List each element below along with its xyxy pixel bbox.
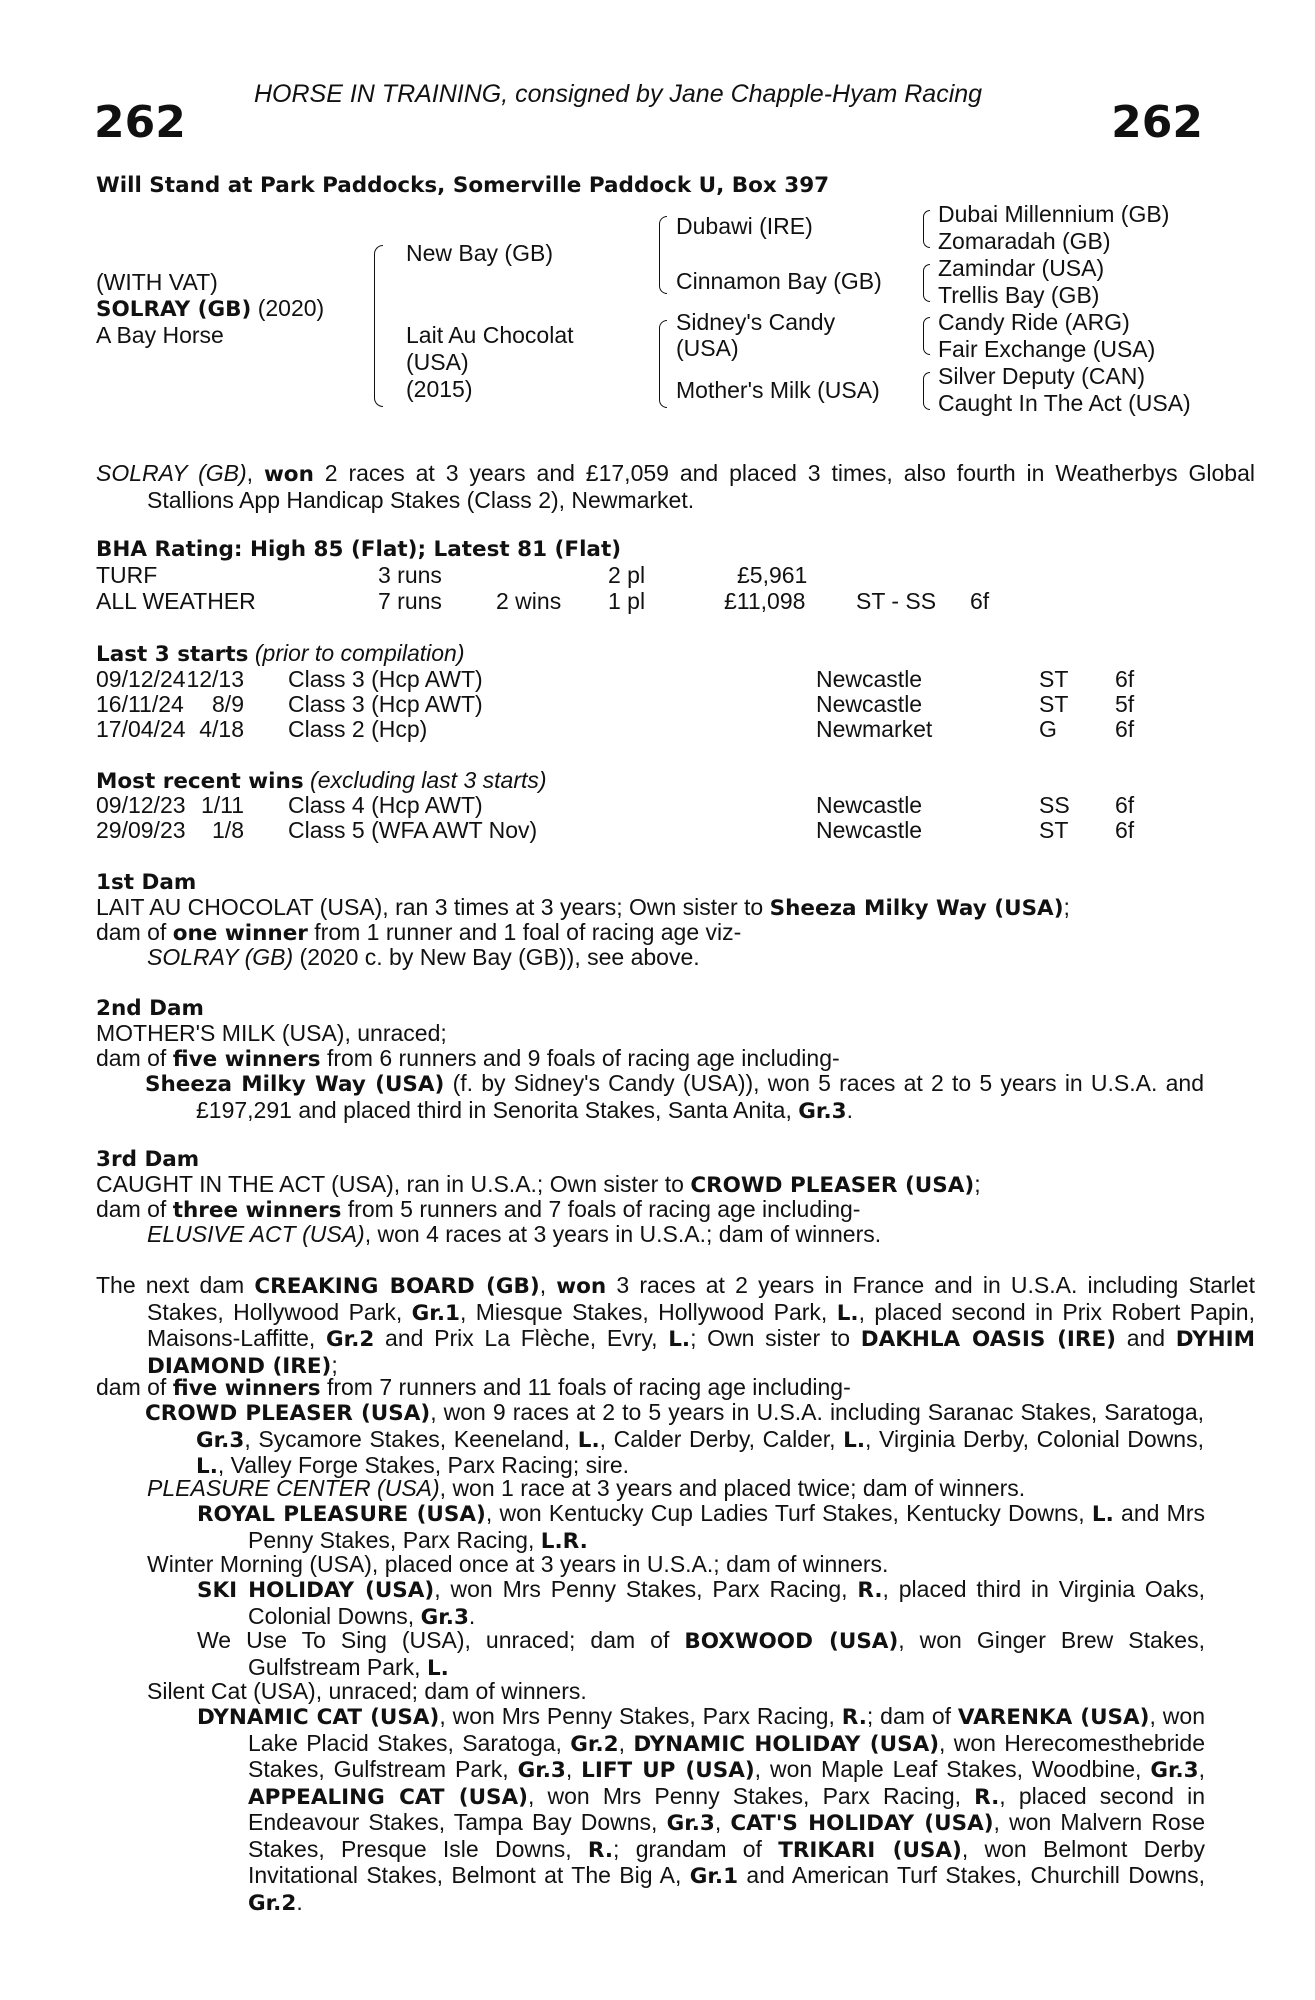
start-race: Class 3 (Hcp AWT) (288, 666, 483, 692)
gg-dam-2: Trellis Bay (GB) (938, 282, 1100, 308)
start-distance: 6f (1115, 666, 1135, 692)
pedigree-brace (659, 320, 667, 408)
gg-dam-3: Fair Exchange (USA) (938, 336, 1156, 362)
third-dam-line: CAUGHT IN THE ACT (USA), ran in U.S.A.; Own sister to CROWD PLEASER (USA); (96, 1171, 981, 1198)
start-going: ST (1039, 691, 1069, 717)
rating-surface: ALL WEATHER (96, 588, 256, 614)
rating-prize: £5,961 (737, 562, 808, 588)
gg-sire-2: Zamindar (USA) (938, 255, 1105, 281)
dam-origin: (USA) (406, 349, 469, 375)
start-date: 16/11/24 (96, 691, 184, 717)
pedigree-brace (923, 317, 930, 355)
third-dam-heading: 3rd Dam (96, 1147, 200, 1172)
progeny-winter-morning: Winter Morning (USA), placed once at 3 years in U.S.A.; dam of winners. (147, 1551, 889, 1577)
third-dam-progeny: ELUSIVE ACT (USA), won 4 races at 3 years in U.S.A.; dam of winners. (147, 1221, 882, 1247)
second-dam-heading: 2nd Dam (96, 996, 204, 1021)
summary-text: 2 races at 3 years and £17,059 and placed 3 times, also fourth in Weatherbys Global Stallions App Handicap Stakes (Class 2), Newmarket. (147, 460, 1255, 513)
win-distance: 6f (1115, 792, 1135, 818)
start-date: 09/12/24 (96, 666, 186, 692)
rating-row (96, 589, 1206, 614)
table-row (96, 818, 1206, 843)
dam-name: Lait Au Chocolat (406, 322, 574, 348)
win-going: SS (1039, 792, 1070, 818)
gg-dam-4: Caught In The Act (USA) (938, 390, 1191, 416)
start-course: Newmarket (816, 716, 933, 742)
pedigree-brace (659, 216, 667, 294)
next-dam-paragraph: The next dam CREAKING BOARD (GB), won 3 races at 2 years in France and in U.S.A. including Starlet Stakes, Hollywood Park, Gr.1, Miesque Stakes, Hollywood Park, L., placed second in Prix Robert Papin, Maisons-Laffitte, Gr.2 and Prix La Flèche, Evry, L.; Own sister to DAKHLA OASIS (IRE) and DYHIM DIAMOND (IRE); (96, 1272, 1256, 1379)
win-position: 1/11 (200, 792, 244, 818)
first-dam-heading: 1st Dam (96, 870, 197, 895)
stand-location: Will Stand at Park Paddocks, Somerville Paddock U, Box 397 (96, 173, 830, 198)
dam-sire: Sidney's Candy (676, 309, 836, 335)
pedigree-brace (923, 264, 930, 302)
win-date: 29/09/23 (96, 817, 186, 843)
rating-wins: 2 wins (496, 588, 562, 614)
summary-horse-name: SOLRAY (GB) (96, 460, 247, 486)
start-date: 17/04/24 (96, 716, 186, 742)
gg-sire-4: Silver Deputy (CAN) (938, 363, 1146, 389)
next-dam-produce-line: dam of five winners from 7 runners and 11 foals of racing age including- (96, 1374, 851, 1401)
table-row (96, 793, 1206, 818)
rating-runs: 3 runs (378, 562, 442, 588)
first-dam-line: LAIT AU CHOCOLAT (USA), ran 3 times at 3 years; Own sister to Sheeza Milky Way (USA); (96, 894, 1070, 921)
sire-sire: Dubawi (IRE) (676, 213, 813, 239)
horse-year: (2020) (257, 295, 325, 321)
rating-heading: BHA Rating: High 85 (Flat); Latest 81 (Flat) (96, 537, 622, 562)
horse-name: SOLRAY (GB) (96, 297, 252, 322)
progeny-pleasure-center: PLEASURE CENTER (USA), won 1 race at 3 years and placed twice; dam of winners. (147, 1475, 1026, 1501)
progeny-silent-cat: Silent Cat (USA), unraced; dam of winners. (147, 1678, 587, 1704)
rating-placed: 2 pl (608, 562, 646, 588)
gg-sire-3: Candy Ride (ARG) (938, 309, 1130, 335)
last-starts-title: Last 3 starts (96, 642, 249, 667)
first-dam-progeny: SOLRAY (GB) (2020 c. by New Bay (GB)), see above. (147, 944, 700, 970)
table-row (96, 717, 1206, 742)
win-distance: 6f (1115, 817, 1135, 843)
summary-won: won (263, 462, 314, 487)
third-dam-line: dam of three winners from 5 runners and 7 foals of racing age including- (96, 1196, 861, 1223)
win-race: Class 4 (Hcp AWT) (288, 792, 483, 818)
second-dam-line: MOTHER'S MILK (USA), unraced; (96, 1020, 447, 1046)
recent-wins-heading (96, 768, 547, 795)
gg-dam-1: Zomaradah (GB) (938, 228, 1111, 254)
sire-name: New Bay (GB) (406, 240, 553, 266)
table-row (96, 692, 1206, 717)
pedigree-brace (923, 210, 930, 248)
win-date: 09/12/23 (96, 792, 186, 818)
horse-description: A Bay Horse (96, 322, 224, 348)
first-dam-line: dam of one winner from 1 runner and 1 foal of racing age viz- (96, 919, 742, 946)
second-dam-progeny: Sheeza Milky Way (USA) (f. by Sidney's Candy (USA)), won 5 races at 2 to 5 years in U.S.A. and £197,291 and placed third in Senorita Stakes, Santa Anita, Gr.3. (145, 1070, 1204, 1124)
page-title: HORSE IN TRAINING, consigned by Jane Chapple-Hyam Racing (254, 80, 983, 108)
progeny-dynamic-cat: DYNAMIC CAT (USA), won Mrs Penny Stakes, Parx Racing, R.; dam of VARENKA (USA), won Lake Placid Stakes, Saratoga, Gr.2, DYNAMIC HOLIDAY (USA), won Herecomesthebride Stakes, Gulfstream Park, Gr.3, LIFT UP (USA), won Maple Leaf Stakes, Woodbine, Gr.3, APPEALING CAT (USA), won Mrs Penny Stakes, Parx Racing, R., placed second in Endeavour Stakes, Tampa Bay Downs, Gr.3, CAT'S HOLIDAY (USA), won Malvern Rose Stakes, Presque Isle Downs, R.; grandam of TRIKARI (USA), won Belmont Derby Invitational Stakes, Belmont at The Big A, Gr.1 and American Turf Stakes, Churchill Downs, Gr.2. (197, 1703, 1206, 1916)
start-race: Class 3 (Hcp AWT) (288, 691, 483, 717)
rating-row (96, 563, 1206, 588)
recent-wins-title: Most recent wins (96, 769, 304, 794)
vat-note: (WITH VAT) (96, 269, 218, 295)
start-distance: 5f (1115, 691, 1135, 717)
second-dam-line: dam of five winners from 6 runners and 9 foals of racing age including- (96, 1045, 840, 1072)
progeny-we-use-to-sing: We Use To Sing (USA), unraced; dam of BOXWOOD (USA), won Ginger Brew Stakes, Gulfstream Park, L. (197, 1627, 1205, 1681)
rating-surface: TURF (96, 562, 158, 588)
start-position: 8/9 (212, 691, 244, 717)
start-course: Newcastle (816, 691, 923, 717)
pedigree-brace (374, 245, 383, 407)
start-position: 4/18 (199, 716, 244, 742)
lot-number-left: 262 (94, 97, 186, 148)
gg-sire-1: Dubai Millennium (GB) (938, 201, 1170, 227)
start-position: 12/13 (186, 666, 244, 692)
progeny-royal-pleasure: ROYAL PLEASURE (USA), won Kentucky Cup Ladies Turf Stakes, Kentucky Downs, L. and Mrs Penny Stakes, Parx Racing, L.R. (197, 1500, 1206, 1554)
last-starts-heading (96, 641, 465, 668)
start-going: ST (1039, 666, 1069, 692)
win-race: Class 5 (WFA AWT Nov) (288, 817, 538, 843)
dam-dam: Mother's Milk (USA) (676, 377, 880, 403)
lot-number-right: 262 (1111, 97, 1203, 148)
start-going: G (1039, 716, 1057, 742)
start-race: Class 2 (Hcp) (288, 716, 428, 742)
horse-name-line (96, 296, 324, 323)
dam-year: (2015) (406, 376, 473, 402)
win-course: Newcastle (816, 792, 923, 818)
win-going: ST (1039, 817, 1069, 843)
rating-placed: 1 pl (608, 588, 646, 614)
table-row (96, 667, 1206, 692)
rating-dist: 6f (970, 588, 990, 614)
win-course: Newcastle (816, 817, 923, 843)
dam-sire-origin: (USA) (676, 335, 739, 361)
sire-dam: Cinnamon Bay (GB) (676, 268, 882, 294)
recent-wins-note: (excluding last 3 starts) (310, 767, 547, 793)
last-starts-note: (prior to compilation) (254, 640, 465, 666)
race-summary: SOLRAY (GB), won 2 races at 3 years and £17,059 and placed 3 times, also fourth in Weatherbys Global Stallions App Handicap Stakes (Class 2), Newmarket. (96, 460, 1255, 513)
start-course: Newcastle (816, 666, 923, 692)
rating-prize: £11,098 (724, 588, 806, 614)
rating-runs: 7 runs (378, 588, 442, 614)
pedigree-brace (923, 372, 930, 410)
progeny-ski-holiday: SKI HOLIDAY (USA), won Mrs Penny Stakes, Parx Racing, R., placed third in Virginia Oaks, Colonial Downs, Gr.3. (197, 1576, 1205, 1630)
win-position: 1/8 (212, 817, 244, 843)
rating-going: ST - SS (856, 588, 937, 614)
progeny-crowd-pleaser: CROWD PLEASER (USA), won 9 races at 2 to 5 years in U.S.A. including Saranac Stakes, Saratoga, Gr.3, Sycamore Stakes, Keeneland, L., Calder Derby, Calder, L., Virginia Derby, Colonial Downs, L., Valley Forge Stakes, Parx Racing; sire. (145, 1399, 1204, 1479)
start-distance: 6f (1115, 716, 1135, 742)
